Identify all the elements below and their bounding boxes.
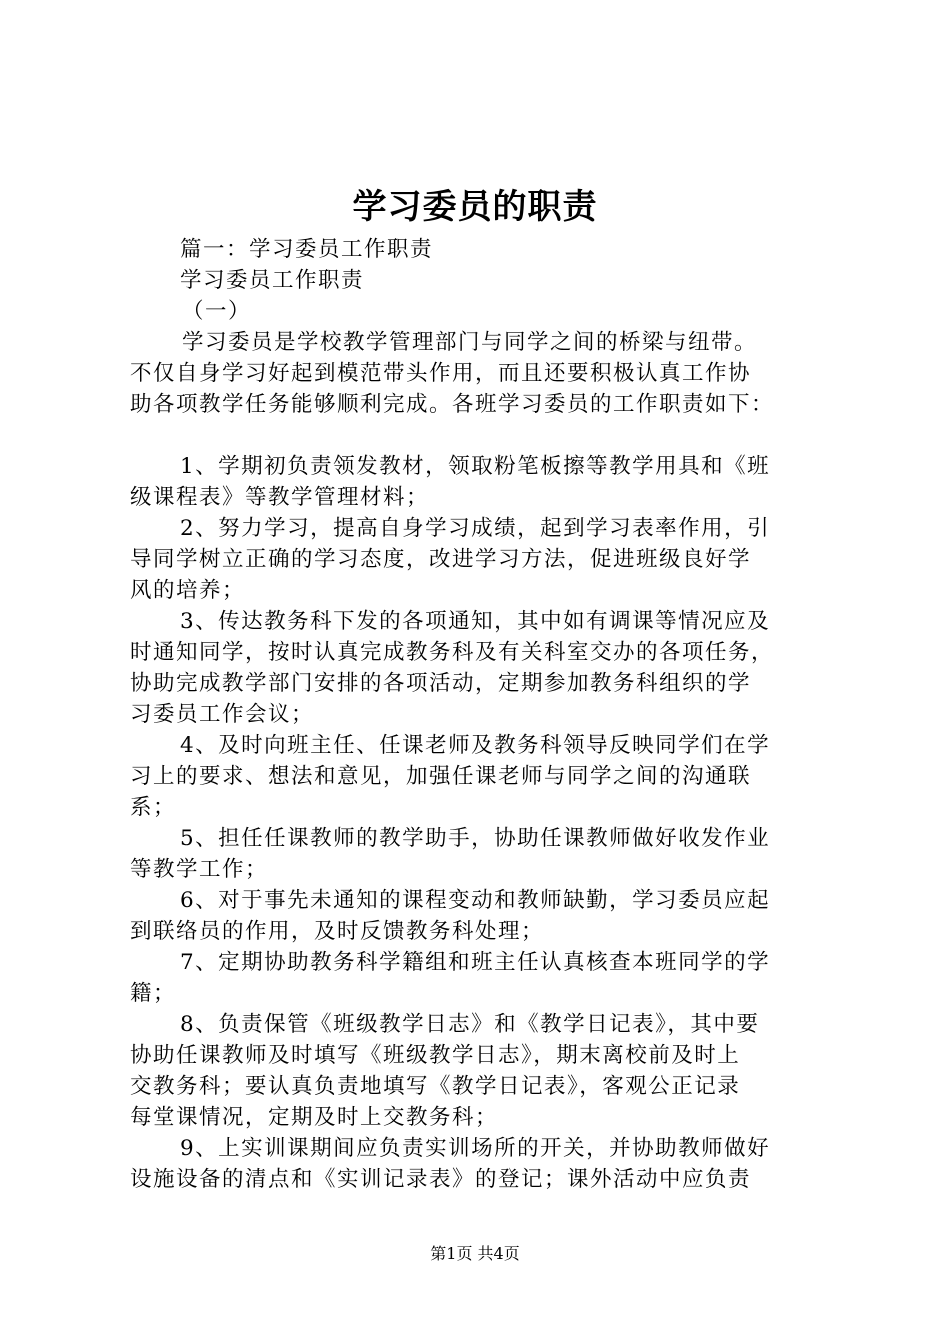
document-title: 学习委员的职责 (352, 187, 598, 227)
duty-line: 籍； (130, 981, 177, 1006)
duty-line: 等教学工作； (130, 857, 269, 882)
document-body (130, 234, 830, 1195)
duty-line: 3、传达教务科下发的各项通知，其中如有调课等情况应及 (180, 609, 771, 634)
duty-item-3 (130, 606, 830, 730)
duty-item-6 (130, 885, 830, 947)
duty-item-5 (130, 823, 830, 885)
duty-line: 系； (130, 795, 177, 820)
page-footer: 第1页 共4页 (430, 1244, 520, 1263)
intro-line: 助各项教学任务能够顺利完成。各班学习委员的工作职责如下： (130, 392, 775, 417)
duty-line: 6、对于事先未通知的课程变动和教师缺勤，学习委员应起 (180, 888, 771, 913)
duty-line: 习委员工作会议； (130, 702, 315, 727)
duty-item-1 (130, 451, 830, 513)
duty-line: 设施设备的清点和《实训记录表》的登记；课外活动中应负责 (130, 1167, 752, 1192)
section-heading: 篇一：学习委员工作职责 (180, 237, 434, 262)
duty-line: 2、努力学习，提高自身学习成绩，起到学习表率作用，引 (180, 516, 771, 541)
duty-line: 9、上实训课期间应负责实训场所的开关，并协助教师做好 (180, 1136, 771, 1161)
subsection-heading: 学习委员工作职责 (180, 268, 365, 293)
duty-item-2 (130, 513, 830, 606)
duty-line: 时通知同学，按时认真完成教务科及有关科室交办的各项任务， (130, 640, 775, 665)
duty-line: 习上的要求、想法和意见，加强任课老师与同学之间的沟通联 (130, 764, 752, 789)
duty-line: 导同学树立正确的学习态度，改进学习方法，促进班级良好学 (130, 547, 752, 572)
duty-line: 风的培养； (130, 578, 246, 603)
duty-line: 1、学期初负责领发教材，领取粉笔板擦等教学用具和《班 (180, 454, 771, 479)
duty-item-7 (130, 947, 830, 1009)
duty-item-8 (130, 1009, 830, 1133)
duty-line: 协助完成教学部门安排的各项活动，定期参加教务科组织的学 (130, 671, 752, 696)
intro-line: 学习委员是学校教学管理部门与同学之间的桥梁与纽带。 (182, 330, 758, 355)
duty-line: 交教务科；要认真负责地填写《教学日记表》，客观公正记录 (130, 1074, 741, 1099)
subsection-number: （一） (182, 299, 252, 324)
duty-item-9 (130, 1133, 830, 1195)
duty-line: 7、定期协助教务科学籍组和班主任认真核查本班同学的学 (180, 950, 771, 975)
duty-line: 4、及时向班主任、任课老师及教务科领导反映同学们在学 (180, 733, 771, 758)
duty-line: 5、担任任课教师的教学助手，协助任课教师做好收发作业 (180, 826, 771, 851)
duty-line: 每堂课情况，定期及时上交教务科； (130, 1105, 499, 1130)
paragraph-gap (130, 420, 830, 451)
duty-line: 协助任课教师及时填写《班级教学日志》，期末离校前及时上 (130, 1043, 741, 1068)
duty-line: 8、负责保管《班级教学日志》和《教学日记表》，其中要 (180, 1012, 760, 1037)
intro-line: 不仅自身学习好起到模范带头作用，而且还要积极认真工作协 (130, 361, 752, 386)
duty-item-4 (130, 730, 830, 823)
duty-line: 级课程表》等教学管理材料； (130, 485, 430, 510)
duty-line: 到联络员的作用，及时反馈教务科处理； (130, 919, 545, 944)
